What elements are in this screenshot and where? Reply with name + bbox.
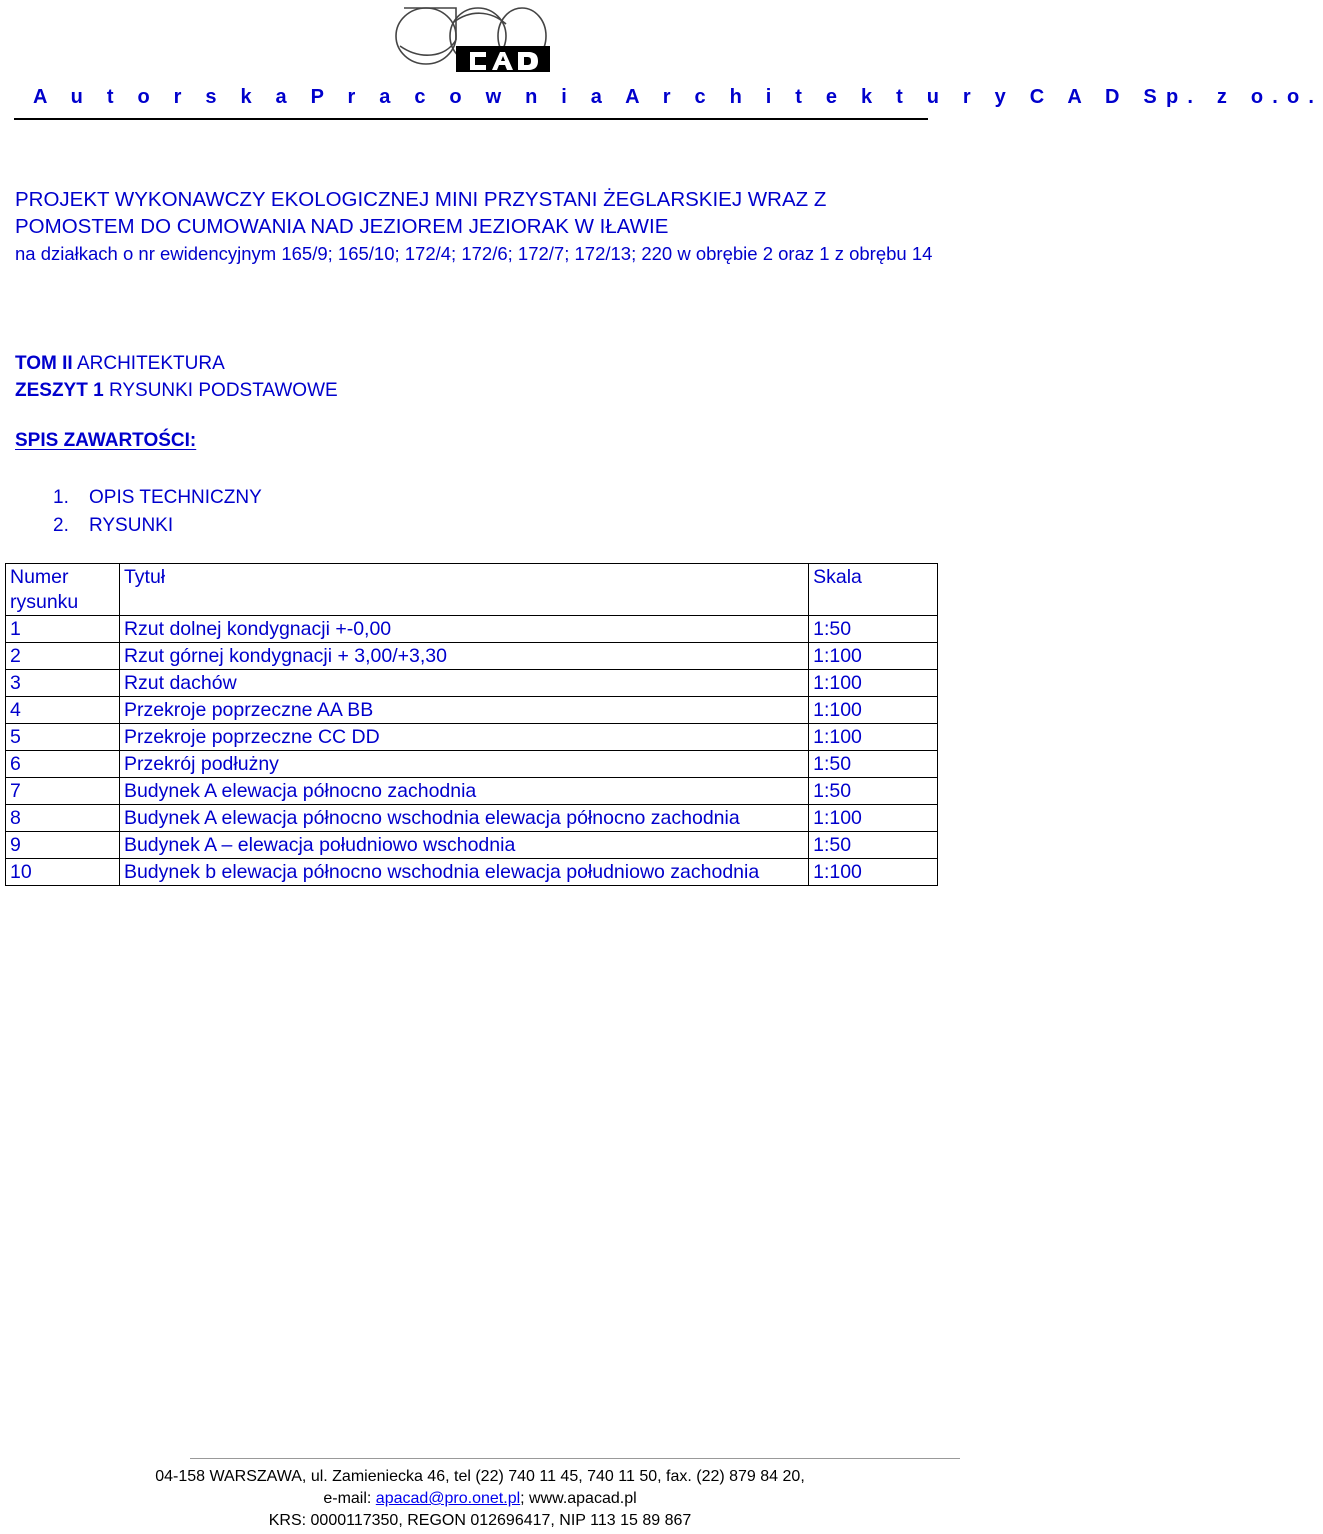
cell-number: 2 (6, 643, 120, 670)
list-item-label: OPIS TECHNICZNY (89, 487, 262, 508)
zeszyt-line (15, 377, 338, 404)
table-row (6, 643, 938, 670)
cell-title: Budynek A elewacja północno wschodnia elewacja północno zachodnia (119, 805, 808, 832)
column-header-scale: Skala (809, 564, 938, 616)
cell-title: Budynek A – elewacja południowo wschodnia (119, 832, 808, 859)
column-header-number: Numer rysunku (6, 564, 120, 616)
cell-number: 6 (6, 751, 120, 778)
cell-scale: 1:100 (809, 859, 938, 886)
cell-title: Budynek A elewacja północno zachodnia (119, 778, 808, 805)
cell-title: Rzut dolnej kondygnacji +-0,00 (119, 616, 808, 643)
cell-number: 5 (6, 724, 120, 751)
cell-scale: 1:100 (809, 805, 938, 832)
website-text: www.apacad.pl (529, 1490, 637, 1507)
tom-line (15, 350, 338, 377)
cell-scale: 1:100 (809, 643, 938, 670)
list-item-number: 1. (53, 487, 69, 508)
cell-number: 4 (6, 697, 120, 724)
footer-address: 04-158 WARSZAWA, ul. Zamieniecka 46, tel (22) 740 11 45, 740 11 50, fax. (22) 879 84 20, (155, 1468, 805, 1485)
table-row (6, 616, 938, 643)
column-header-title: Tytuł (119, 564, 808, 616)
table-row (6, 697, 938, 724)
header-divider (14, 118, 928, 120)
cell-title: Rzut górnej kondygnacji + 3,00/+3,30 (119, 643, 808, 670)
web-separator: ; (520, 1490, 530, 1507)
footer-registry: KRS: 0000117350, REGON 012696417, NIP 113 15 89 867 (268, 1512, 692, 1529)
list-item-label: RYSUNKI (89, 515, 174, 536)
cell-scale: 1:100 (809, 697, 938, 724)
cell-number: 10 (6, 859, 120, 886)
contents-heading: SPIS ZAWARTOŚCI: (15, 430, 197, 451)
footer-contact (0, 1488, 960, 1510)
cell-title: Budynek b elewacja północno wschodnia elewacja południowo zachodnia (119, 859, 808, 886)
cell-title: Przekroje poprzeczne CC DD (119, 724, 808, 751)
cell-scale: 1:50 (809, 832, 938, 859)
cell-scale: 1:50 (809, 751, 938, 778)
table-row (6, 724, 938, 751)
cell-number: 7 (6, 778, 120, 805)
zeszyt-label: ZESZYT 1 (15, 380, 104, 401)
cell-number: 1 (6, 616, 120, 643)
list-item (53, 512, 262, 540)
cell-number: 9 (6, 832, 120, 859)
tom-label: TOM II (15, 353, 73, 374)
footer-divider (190, 1458, 960, 1459)
project-location: na działkach o nr ewidencyjnym 165/9; 165/10; 172/4; 172/6; 172/7; 172/13; 220 w obrębie 2 oraz 1 z obrębu 14 (15, 243, 933, 264)
tom-value: ARCHITEKTURA (76, 353, 225, 374)
table-row (6, 832, 938, 859)
cell-number: 8 (6, 805, 120, 832)
email-prefix: e-mail: (323, 1490, 376, 1507)
project-title: PROJEKT WYKONAWCZY EKOLOGICZNEJ MINI PRZYSTANI ŻEGLARSKIEJ WRAZ Z POMOSTEM DO CUMOWANIA NAD JEZIOREM JEZIORAK W IŁAWIE (15, 188, 827, 238)
list-item (53, 484, 262, 512)
list-item-number: 2. (53, 515, 69, 536)
table-row (6, 670, 938, 697)
cell-title: Przekroje poprzeczne AA BB (119, 697, 808, 724)
cell-scale: 1:100 (809, 670, 938, 697)
email-link[interactable]: apacad@pro.onet.pl (375, 1490, 521, 1507)
volume-info (15, 350, 338, 404)
table-row (6, 751, 938, 778)
cad-logo-icon (390, 0, 550, 74)
cell-title: Przekrój podłużny (119, 751, 808, 778)
cell-scale: 1:50 (809, 616, 938, 643)
project-title-block (15, 186, 935, 267)
table-row (6, 859, 938, 886)
table-header-row (6, 564, 938, 616)
contents-list (53, 484, 262, 540)
table-row (6, 778, 938, 805)
cell-scale: 1:100 (809, 724, 938, 751)
cell-scale: 1:50 (809, 778, 938, 805)
cell-title: Rzut dachów (119, 670, 808, 697)
zeszyt-value: RYSUNKI PODSTAWOWE (108, 380, 338, 401)
drawings-table (5, 563, 938, 886)
table-row (6, 805, 938, 832)
footer (0, 1466, 960, 1532)
cell-number: 3 (6, 670, 120, 697)
company-name: A u t o r s k a P r a c o w n i a A r c h i t e k t u r y C A D Sp. z o.o. (33, 86, 1323, 108)
